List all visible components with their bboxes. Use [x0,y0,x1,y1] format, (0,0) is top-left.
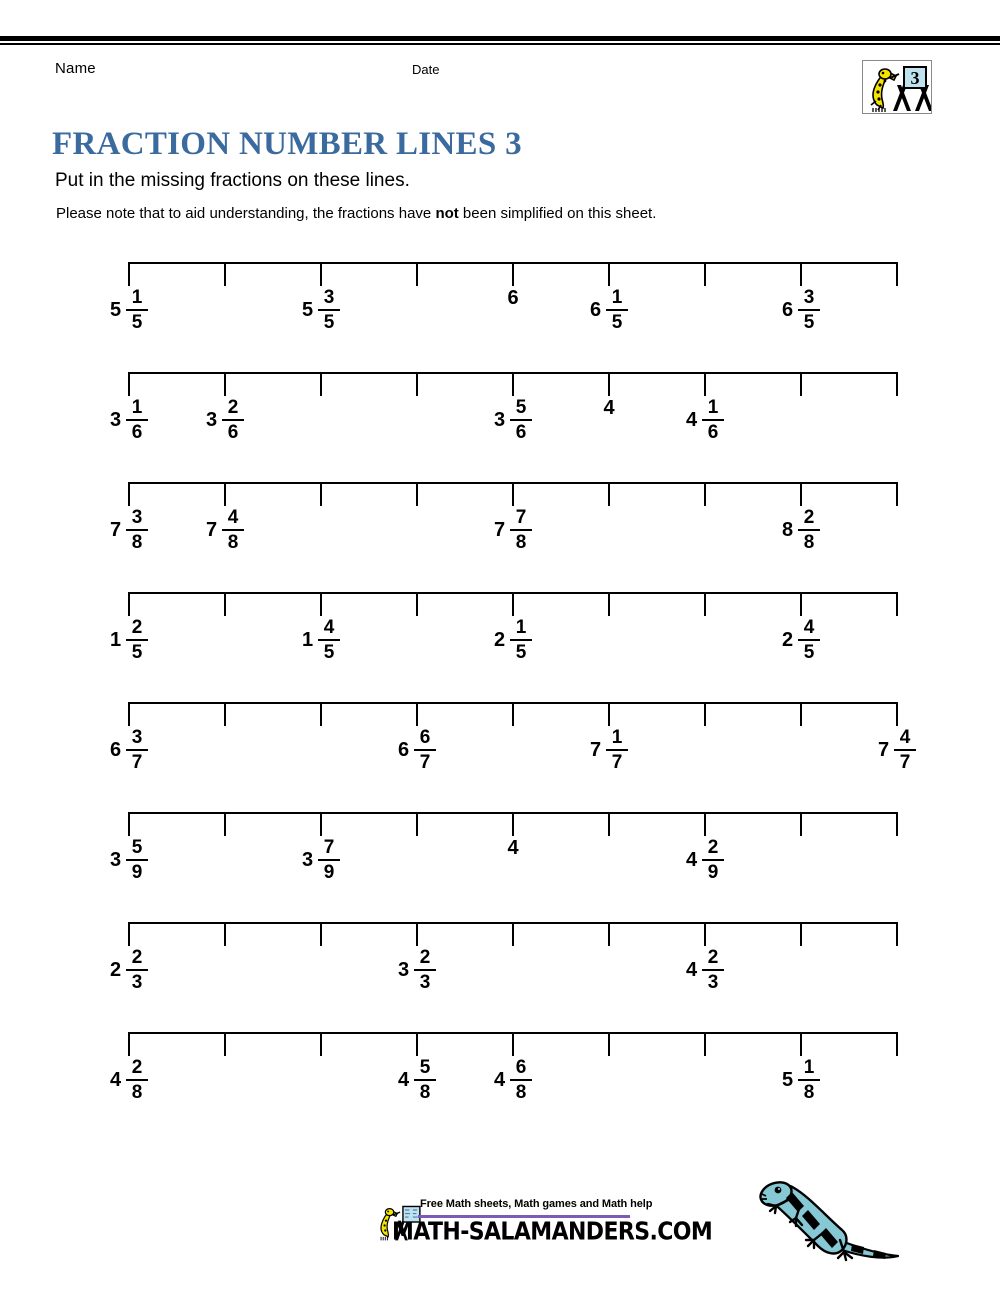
tick-mark [512,702,514,726]
number-line-label [49,948,209,992]
fraction-numerator: 7 [323,837,335,858]
tick-mark [224,922,226,946]
fraction-numerator: 3 [131,727,143,748]
fraction-denominator: 3 [419,972,431,993]
tick-mark [224,482,226,506]
tick-mark [416,482,418,506]
tick-mark [128,482,130,506]
tick-mark [224,812,226,836]
note-text-before: Please note that to aid understanding, the fractions have [56,205,436,222]
number-line-label [625,398,785,442]
number-line-label [433,508,593,552]
fraction-numerator: 3 [323,287,335,308]
tick-mark [320,482,322,506]
number-line-label [529,728,689,772]
fraction-numerator: 5 [131,837,143,858]
tick-mark [896,262,898,286]
fraction-denominator: 8 [131,1082,143,1103]
tick-mark [320,592,322,616]
number-line-label [241,618,401,662]
salamander-illustration [748,1168,908,1276]
tick-mark [512,812,514,836]
tick-mark [224,262,226,286]
footer-wordmark: MATH-SALAMANDERS.COM [392,1218,713,1246]
fraction-numerator: 6 [515,1057,527,1078]
label-whole-number: 2 [493,629,506,651]
number-line-label [721,1058,881,1102]
label-fraction [510,618,532,662]
fraction-denominator: 8 [419,1082,431,1103]
tick-mark [704,922,706,946]
label-fraction [222,398,244,442]
fraction-denominator: 8 [227,532,239,553]
fraction-denominator: 8 [515,532,527,553]
tick-mark [608,812,610,836]
tick-mark [608,1032,610,1056]
date-field-label: Date [412,62,440,77]
fraction-denominator: 8 [803,532,815,553]
number-line-3 [109,482,896,578]
tick-mark [608,592,610,616]
number-line-8 [109,1032,896,1128]
label-fraction [798,1058,820,1102]
label-fraction [318,618,340,662]
tick-mark [896,812,898,836]
number-line-label [49,1058,209,1102]
tick-mark [800,592,802,616]
fraction-numerator: 2 [707,947,719,968]
fraction-numerator: 1 [803,1057,815,1078]
number-line-label [337,728,497,772]
tick-mark [608,262,610,286]
fraction-numerator: 2 [131,617,143,638]
label-fraction [606,728,628,772]
tick-mark [704,262,706,286]
label-whole-number: 5 [109,299,122,321]
label-fraction [798,618,820,662]
fraction-numerator: 2 [419,947,431,968]
note-text-bold: not [435,205,459,222]
label-fraction [798,288,820,332]
tick-mark [704,702,706,726]
fraction-denominator: 5 [803,642,815,663]
tick-mark [800,482,802,506]
tick-mark [896,482,898,506]
number-line-4 [109,592,896,688]
fraction-denominator: 6 [515,422,527,443]
fraction-numerator: 2 [131,947,143,968]
label-whole-number: 2 [781,629,794,651]
label-whole-number: 5 [781,1069,794,1091]
label-fraction [318,838,340,882]
number-line-label [721,618,881,662]
tick-mark [224,702,226,726]
label-whole-number: 7 [589,739,602,761]
fraction-numerator: 5 [515,397,527,418]
label-fraction [318,288,340,332]
tick-mark [896,1032,898,1056]
label-whole-number: 1 [109,629,122,651]
tick-mark [416,702,418,726]
number-line-label [241,288,401,332]
fraction-numerator: 1 [707,397,719,418]
tick-mark [128,372,130,396]
number-line-label [721,508,881,552]
fraction-denominator: 5 [515,642,527,663]
tick-mark [800,922,802,946]
tick-mark [416,1032,418,1056]
fraction-denominator: 5 [131,642,143,663]
tick-mark [800,702,802,726]
number-line-label [145,398,305,442]
tick-mark [128,592,130,616]
tick-mark [416,922,418,946]
label-fraction [702,948,724,992]
tick-mark [320,812,322,836]
label-whole-number: 7 [493,519,506,541]
number-line-label [337,948,497,992]
tick-mark [800,812,802,836]
number-line-label [433,1058,593,1102]
tick-mark [416,262,418,286]
label-whole-number: 3 [493,409,506,431]
tick-mark [320,262,322,286]
fraction-numerator: 2 [227,397,239,418]
tick-mark [896,922,898,946]
label-fraction [510,1058,532,1102]
label-whole-number: 1 [301,629,314,651]
tick-mark [128,1032,130,1056]
fraction-numerator: 4 [899,727,911,748]
tick-mark [704,372,706,396]
label-whole-number: 6 [589,299,602,321]
label-fraction [126,618,148,662]
tick-mark [896,702,898,726]
label-whole-number: 7 [205,519,218,541]
tick-mark [704,482,706,506]
note-text-after: been simplified on this sheet. [458,205,657,222]
tick-mark [608,482,610,506]
label-fraction [126,948,148,992]
label-fraction [894,728,916,772]
label-whole-number: 3 [397,959,410,981]
fraction-denominator: 8 [515,1082,527,1103]
label-whole-number: 2 [109,959,122,981]
label-whole-number: 7 [109,519,122,541]
label-whole-number: 4 [493,1069,506,1091]
fraction-numerator: 4 [323,617,335,638]
fraction-numerator: 1 [131,287,143,308]
label-fraction [126,1058,148,1102]
page-title: FRACTION NUMBER LINES 3 [52,126,522,163]
fraction-numerator: 3 [803,287,815,308]
tick-mark [512,262,514,286]
tick-mark [800,262,802,286]
fraction-numerator: 1 [515,617,527,638]
tick-mark [896,592,898,616]
number-line-5 [109,702,911,798]
fraction-denominator: 3 [707,972,719,993]
fraction-numerator: 4 [803,617,815,638]
tick-mark [512,592,514,616]
fraction-denominator: 7 [611,752,623,773]
fraction-denominator: 6 [131,422,143,443]
tick-mark [224,1032,226,1056]
tick-mark [608,372,610,396]
tick-mark [128,812,130,836]
label-whole-number: 6 [781,299,794,321]
label-fraction [510,508,532,552]
name-field-label: Name [55,60,96,77]
number-line-label [49,618,209,662]
tick-mark [512,1032,514,1056]
fraction-denominator: 5 [803,312,815,333]
label-whole-number: 4 [603,397,615,419]
number-line-label [817,728,977,772]
label-whole-number: 4 [685,849,698,871]
fraction-denominator: 3 [131,972,143,993]
number-line-label [241,838,401,882]
tick-mark [416,812,418,836]
tick-mark [320,372,322,396]
tick-mark [320,1032,322,1056]
fraction-numerator: 4 [227,507,239,528]
fraction-denominator: 9 [323,862,335,883]
label-whole-number: 5 [301,299,314,321]
number-line-6 [109,812,896,908]
fraction-denominator: 7 [899,752,911,773]
tick-mark [128,702,130,726]
label-fraction [126,288,148,332]
tick-mark [128,922,130,946]
tick-mark [512,372,514,396]
tick-mark [608,702,610,726]
fraction-denominator: 9 [707,862,719,883]
fraction-numerator: 7 [515,507,527,528]
tick-mark [320,702,322,726]
label-whole-number: 3 [205,409,218,431]
number-line-label [49,838,209,882]
salamander-icon [748,1168,908,1276]
fraction-numerator: 2 [131,1057,143,1078]
fraction-denominator: 5 [323,642,335,663]
label-whole-number: 4 [397,1069,410,1091]
label-fraction [606,288,628,332]
label-whole-number: 3 [109,409,122,431]
tick-mark [704,1032,706,1056]
label-fraction [222,508,244,552]
fraction-denominator: 6 [707,422,719,443]
tick-mark [224,592,226,616]
number-line-label [529,288,689,332]
fraction-numerator: 3 [131,507,143,528]
number-line-1 [109,262,896,358]
number-line-label [625,948,785,992]
number-line-label [721,288,881,332]
number-line-label [433,618,593,662]
label-whole-number: 4 [109,1069,122,1091]
fraction-denominator: 5 [611,312,623,333]
tick-mark [704,812,706,836]
label-fraction [702,838,724,882]
label-whole-number: 7 [877,739,890,761]
fraction-denominator: 6 [227,422,239,443]
label-whole-number: 4 [685,409,698,431]
number-line-2 [109,372,896,468]
label-whole-number: 6 [397,739,410,761]
label-whole-number: 6 [109,739,122,761]
number-line-7 [109,922,896,1018]
label-fraction [414,728,436,772]
instruction-text: Put in the missing fractions on these lines. [55,170,410,191]
fraction-numerator: 2 [707,837,719,858]
fraction-numerator: 1 [131,397,143,418]
fraction-numerator: 6 [419,727,431,748]
fraction-denominator: 8 [131,532,143,553]
tick-mark [128,262,130,286]
fraction-denominator: 9 [131,862,143,883]
tick-mark [416,592,418,616]
number-line-label [625,838,785,882]
tick-mark [320,922,322,946]
label-whole-number: 8 [781,519,794,541]
label-whole-number: 6 [507,287,519,309]
tick-mark [512,482,514,506]
label-fraction [126,728,148,772]
tick-mark [512,922,514,946]
fraction-denominator: 5 [323,312,335,333]
number-line-label [49,288,209,332]
svg-text:3: 3 [910,68,920,88]
label-fraction [126,838,148,882]
tick-mark [896,372,898,396]
fraction-denominator: 5 [131,312,143,333]
label-fraction [414,948,436,992]
tick-mark [608,922,610,946]
tick-mark [800,1032,802,1056]
label-whole-number: 4 [685,959,698,981]
number-line-label [145,508,305,552]
fraction-numerator: 5 [419,1057,431,1078]
fraction-denominator: 7 [419,752,431,773]
tick-mark [704,592,706,616]
tick-mark [416,372,418,396]
fraction-denominator: 7 [131,752,143,773]
footer-tagline: Free Math sheets, Math games and Math help [420,1198,653,1210]
tick-mark [224,372,226,396]
label-fraction [798,508,820,552]
number-line-label [49,728,209,772]
fraction-numerator: 1 [611,727,623,748]
fraction-denominator: 8 [803,1082,815,1103]
fraction-numerator: 1 [611,287,623,308]
label-whole-number: 4 [507,837,519,859]
label-whole-number: 3 [109,849,122,871]
number-line-label [433,838,593,858]
label-fraction [702,398,724,442]
tick-mark [800,372,802,396]
label-whole-number: 3 [301,849,314,871]
fraction-numerator: 2 [803,507,815,528]
